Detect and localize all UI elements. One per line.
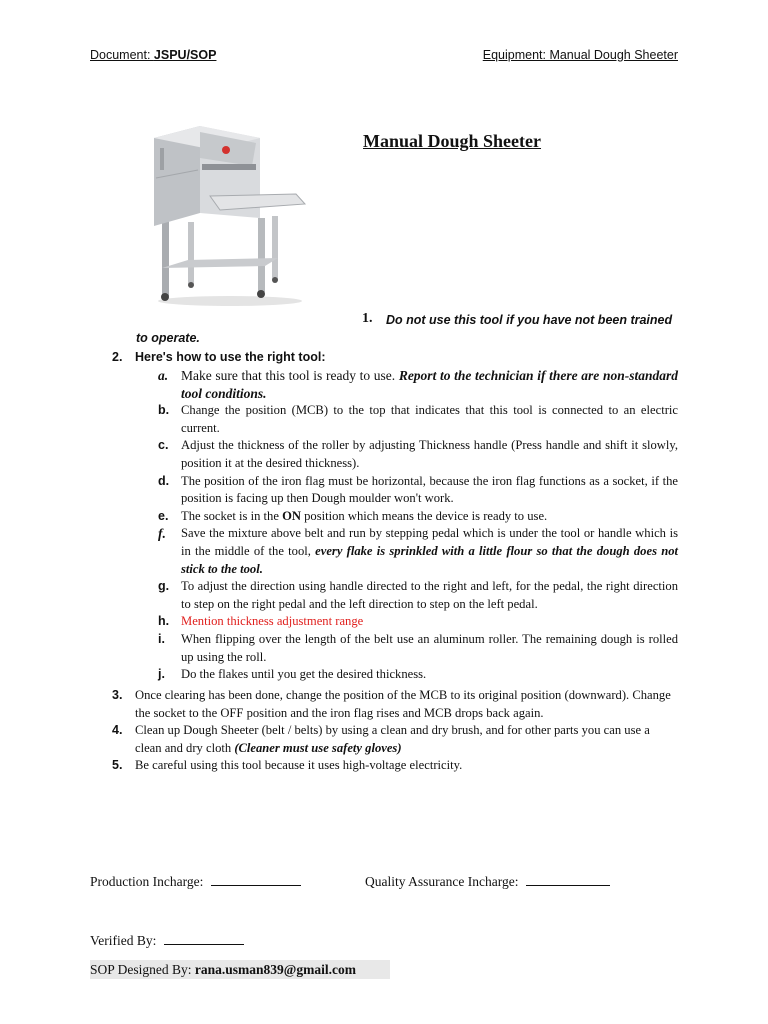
- list-item-text: Adjust the thickness of the roller by adjusting Thickness handle (Press handle and shift it slowly, position it at the desired thickness).: [181, 438, 678, 470]
- list-item-emphasis: ON: [282, 508, 301, 523]
- list-item: [112, 722, 678, 757]
- sub-steps-list: [158, 367, 678, 684]
- item-2-number: 2.: [112, 350, 123, 364]
- quality-signature-line: [526, 873, 610, 886]
- list-item-text: To adjust the direction using handle directed to the right and left, for the pedal, the right direction to step on the right pedal and the left direction to step on the left pedal.: [181, 579, 678, 611]
- designed-label: SOP Designed By:: [90, 962, 195, 977]
- list-item-label: g.: [158, 579, 170, 594]
- list-item-tail: position which means the device is ready to use.: [300, 508, 548, 523]
- document-label: Document:: [90, 48, 154, 62]
- document-value: JSPU/SOP: [153, 48, 217, 62]
- item-1-text-line1: Do not use this tool if you have not been trained: [386, 313, 673, 327]
- list-item-label: d.: [158, 473, 170, 488]
- list-item-emphasis: Report to the technician if there are non-standard tool conditions.: [181, 368, 678, 401]
- list-item-label: h.: [158, 614, 170, 629]
- list-item-emphasis: (Cleaner must use safety gloves): [234, 740, 402, 755]
- list-item-label: e.: [158, 508, 169, 523]
- list-item: [158, 508, 678, 526]
- list-item: [158, 631, 678, 666]
- item-1-text-line2: to operate.: [136, 331, 200, 345]
- list-item: [158, 473, 678, 508]
- list-item-text: Do the flakes until you get the desired thickness.: [181, 667, 427, 682]
- list-item: [158, 666, 678, 684]
- quality-incharge: [365, 873, 610, 890]
- page-title: Manual Dough Sheeter: [363, 131, 542, 151]
- item-2-text: Here's how to use the right tool:: [135, 350, 326, 364]
- verified-label: Verified By:: [90, 933, 160, 948]
- list-item: [112, 757, 678, 775]
- list-item-number: 3.: [112, 688, 123, 702]
- list-item-text: Change the position (MCB) to the top that indicates that this tool is connected to an electric current.: [181, 403, 678, 435]
- list-item-text: When flipping over the length of the belt use an aluminum roller. The remaining dough is rolled up using the roll.: [181, 631, 678, 664]
- list-item: [112, 687, 678, 722]
- item-1-number: 1.: [362, 311, 373, 326]
- list-item-text: Make sure that this tool is ready to use.: [181, 368, 399, 383]
- list-item: [158, 525, 678, 578]
- main-steps-list: [112, 687, 678, 775]
- production-label: Production Incharge:: [90, 874, 207, 889]
- list-item-text: Clean up Dough Sheeter (belt / belts) by using a clean and dry brush, and for other parts you can use a clean and dry cloth: [135, 723, 650, 755]
- sop-designed-by: [90, 960, 390, 979]
- list-item-text-highlight: Mention thickness adjustment range: [181, 614, 364, 629]
- list-item-label: c.: [158, 438, 169, 453]
- list-item: [158, 613, 678, 631]
- quality-label: Quality Assurance Incharge:: [365, 874, 522, 889]
- list-item-label: i.: [158, 631, 165, 646]
- list-item-number: 5.: [112, 758, 123, 773]
- list-item-label: a.: [158, 368, 169, 383]
- verified-signature-line: [164, 932, 244, 945]
- dough-sheeter-photo: [140, 118, 308, 308]
- list-item-text: Once clearing has been done, change the position of the MCB to its original position (downward). Change the socket to the OFF position and the iron flag rises and MCB drops back again.: [135, 688, 671, 720]
- list-item-number: 4.: [112, 723, 123, 738]
- list-item-text: The socket is in the: [181, 508, 283, 523]
- verified-by: [90, 932, 244, 949]
- list-item-text: Save the mixture above belt and run by stepping pedal which is under the tool or handle which is in the middle of the tool,: [181, 526, 678, 558]
- list-item: [158, 402, 678, 437]
- list-item: [158, 437, 678, 472]
- equipment-label: Equipment: Manual Dough Sheeter: [482, 48, 678, 62]
- list-item: [158, 367, 678, 402]
- list-item-label: f.: [158, 526, 166, 542]
- production-incharge: [90, 873, 301, 890]
- list-item: [158, 578, 678, 613]
- list-item-emphasis: every flake is sprinkled with a little flour so that the dough does not stick to the tool.: [181, 543, 678, 576]
- list-item-label: j.: [158, 667, 165, 682]
- list-item-text: The position of the iron flag must be horizontal, because the iron flag functions as a socket, if the position is facing up then Dough moulder won't work.: [181, 473, 678, 506]
- designer-email: rana.usman839@gmail.com: [194, 962, 356, 977]
- production-signature-line: [211, 873, 301, 886]
- document-id: [90, 48, 216, 62]
- list-item-label: b.: [158, 403, 170, 418]
- list-item-text: Be careful using this tool because it uses high-voltage electricity.: [135, 758, 463, 773]
